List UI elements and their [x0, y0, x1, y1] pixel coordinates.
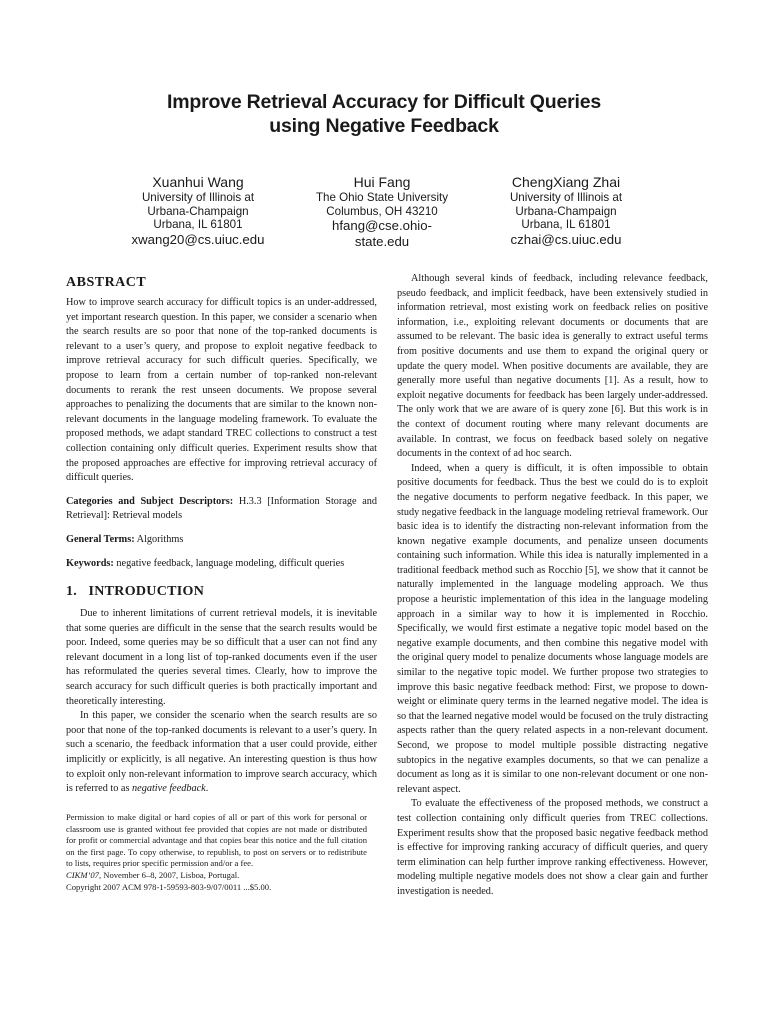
author-email: xwang20@cs.uiuc.edu — [131, 231, 265, 247]
author-block-1 — [108, 173, 288, 247]
author-name: Hui Fang — [353, 174, 411, 190]
paper-title — [0, 90, 768, 138]
right-column — [397, 272, 708, 900]
author-block-2 — [292, 173, 472, 249]
keywords-line — [66, 557, 377, 572]
copyright-line: Copyright 2007 ACM 978-1-59593-803-9/07/0011 ...$5.00. — [66, 881, 272, 892]
permission-notice — [66, 812, 367, 893]
author-affiliation: Urbana-Champaign — [147, 204, 249, 218]
categories-line — [66, 495, 377, 524]
author-email: czhai@cs.uiuc.edu — [510, 231, 622, 247]
author-affiliation: University of Illinois at — [141, 191, 255, 204]
left-column — [66, 272, 377, 797]
general-terms-line — [66, 533, 377, 548]
intro-p2-text: In this paper, we consider the scenario when the search results are so poor that none of the top-ranked documents is relevant to a user’s query. In such a scenario, the feedback information that a user could provide, either implicitly or explicitly, is all negative. An interesting question is thus how to exploit only non-relevant information to improve search accuracy, which is referred to as — [66, 710, 377, 795]
venue-name: CIKM’07, — [66, 869, 102, 880]
general-terms-label: General Terms: — [66, 533, 135, 545]
author-affiliation: Urbana-Champaign — [515, 204, 617, 218]
intro-p2-end: . — [205, 783, 209, 795]
venue-details: November 6–8, 2007, Lisboa, Portugal. — [101, 869, 240, 880]
author-block-3 — [476, 173, 656, 247]
title-line-2: using Negative Feedback — [269, 115, 499, 137]
right-paragraph-1: Although several kinds of feedback, including relevance feedback, pseudo feedback, and implicit feedback, have been extensively studied in information retrieval, most existing work on feedback relies on positive information, i.e., exploiting relevant documents or documents that are assumed to be relevant. The basic idea is generally to extract useful terms from positive documents and use them to expand the original query or update the query model. When positive documents are available, they are generally more useful than negative documents [1]. As a result, how to exploit negative documents for feedback has been largely under-addressed. The only work that we are aware of is query zone [6]. But this work is in the context of document routing where many relevant documents are available. In contrast, we focus on feedback based solely on negative documents in the context of ad hoc search. — [397, 273, 708, 460]
abstract-heading: ABSTRACT — [66, 275, 147, 290]
author-email: hfang@cse.ohio- — [332, 218, 432, 234]
title-line-1: Improve Retrieval Accuracy for Difficult Queries — [167, 91, 601, 113]
permission-text: Permission to make digital or hard copies of all or part of this work for personal or classroom use is granted without fee provided that copies are not made or distributed for profit or commercial advantage and that copies bear this notice and the full citation on the first page. To copy otherwise, to republish, to post on servers or to redistribute to lists, requires prior specific permission and/or a fee. — [66, 812, 367, 869]
keywords-label: Keywords: — [66, 557, 114, 569]
abstract-text: How to improve search accuracy for difficult topics is an under-addressed, yet important research question. In this paper, we consider a scenario when the search results are so poor that none of the top-ranked documents is relevant to a user’s query, and propose to exploit negative feedback to improve retrieval accuracy for such difficult queries. Specifically, we propose to learn from a certain number of top-ranked non-relevant documents to rerank the rest unseen documents. We propose several approaches to penalizing the documents that are similar to the known non-relevant documents in the language modeling framework. To evaluate the proposed methods, we adapt standard TREC collections to construct a test collection containing only difficult queries. Experiment results show that the proposed approaches are effective for improving retrieval accuracy of difficult queries. — [66, 297, 377, 484]
venue-line — [66, 870, 367, 882]
author-affiliation: University of Illinois at — [509, 191, 623, 204]
intro-paragraph-2 — [66, 709, 377, 797]
author-address: Urbana, IL 61801 — [153, 218, 243, 232]
introduction-heading: 1. INTRODUCTION — [66, 584, 205, 600]
author-name: Xuanhui Wang — [152, 174, 244, 190]
author-affiliation: The Ohio State University — [315, 191, 449, 204]
intro-p2-italic: negative feedback — [132, 783, 206, 795]
keywords-text: negative feedback, language modeling, difficult queries — [113, 557, 345, 569]
intro-paragraph-1: Due to inherent limitations of current retrieval models, it is inevitable that some queries are difficult in the sense that the search results would be poor. Indeed, some queries may be so difficult that a user can not find any relevant document in a long list of top-ranked documents even if the user has reformulated the queries several times. Clearly, how to improve the search accuracy for such difficult queries is both practically important and theoretically interesting. — [66, 608, 377, 707]
categories-label: Categories and Subject Descriptors: — [66, 495, 234, 507]
right-paragraph-2: Indeed, when a query is difficult, it is often impossible to obtain positive documents for feedback. Thus the best we could do is to exploit the negative documents to perform negative feedback. In this paper, we study negative feedback in the language modeling retrieval framework. Our basic idea is to identify the distracting non-relevant information from the known negative example documents, and penalize unseen documents containing such information. While this idea is naturally implemented in a traditional feedback method such as Rocchio [5], we show that it cannot be naturally implemented in the language modeling approach. We thus propose a heuristic implementation of this idea in the language modeling approach in a similar way to how it is implemented in Rocchio. Specifically, we would first estimate a negative topic model based on the negative example documents, and then combine this negative model with the original query model to penalize documents whose language models are similar to the negative topic model. We further propose two strategies to improve this basic negative feedback method: First, we propose to down-weight or eliminate query terms in the learned negative model. The idea is so that the learned negative model would be focused on the truly distracting aspects rather than the query related aspects in a non-relevant document. Second, we propose to model multiple possible distracting negative subtopics in the negative examples documents, so that we can penalize a document as long as it is similar to one non-relevant document or one non-relevant aspect. — [397, 462, 708, 795]
author-name: ChengXiang Zhai — [511, 174, 621, 190]
right-paragraph-3: To evaluate the effectiveness of the proposed methods, we construct a test collection containing only difficult queries from TREC collections. Experiment results show that the proposed basic negative feedback method is effective for improving ranking accuracy of difficult queries, and query term elimination can help further improve ranking effectiveness. However, modeling multiple negative models does not show a clear gain and further investigation is needed. — [397, 798, 708, 897]
general-terms-text: Algorithms — [134, 533, 184, 545]
categories-text: H.3.3 [Information Storage and Retrieval]: Retrieval models — [66, 495, 377, 522]
author-email-continued: state.edu — [354, 233, 410, 249]
author-address: Columbus, OH 43210 — [326, 204, 438, 218]
author-address: Urbana, IL 61801 — [521, 218, 611, 232]
